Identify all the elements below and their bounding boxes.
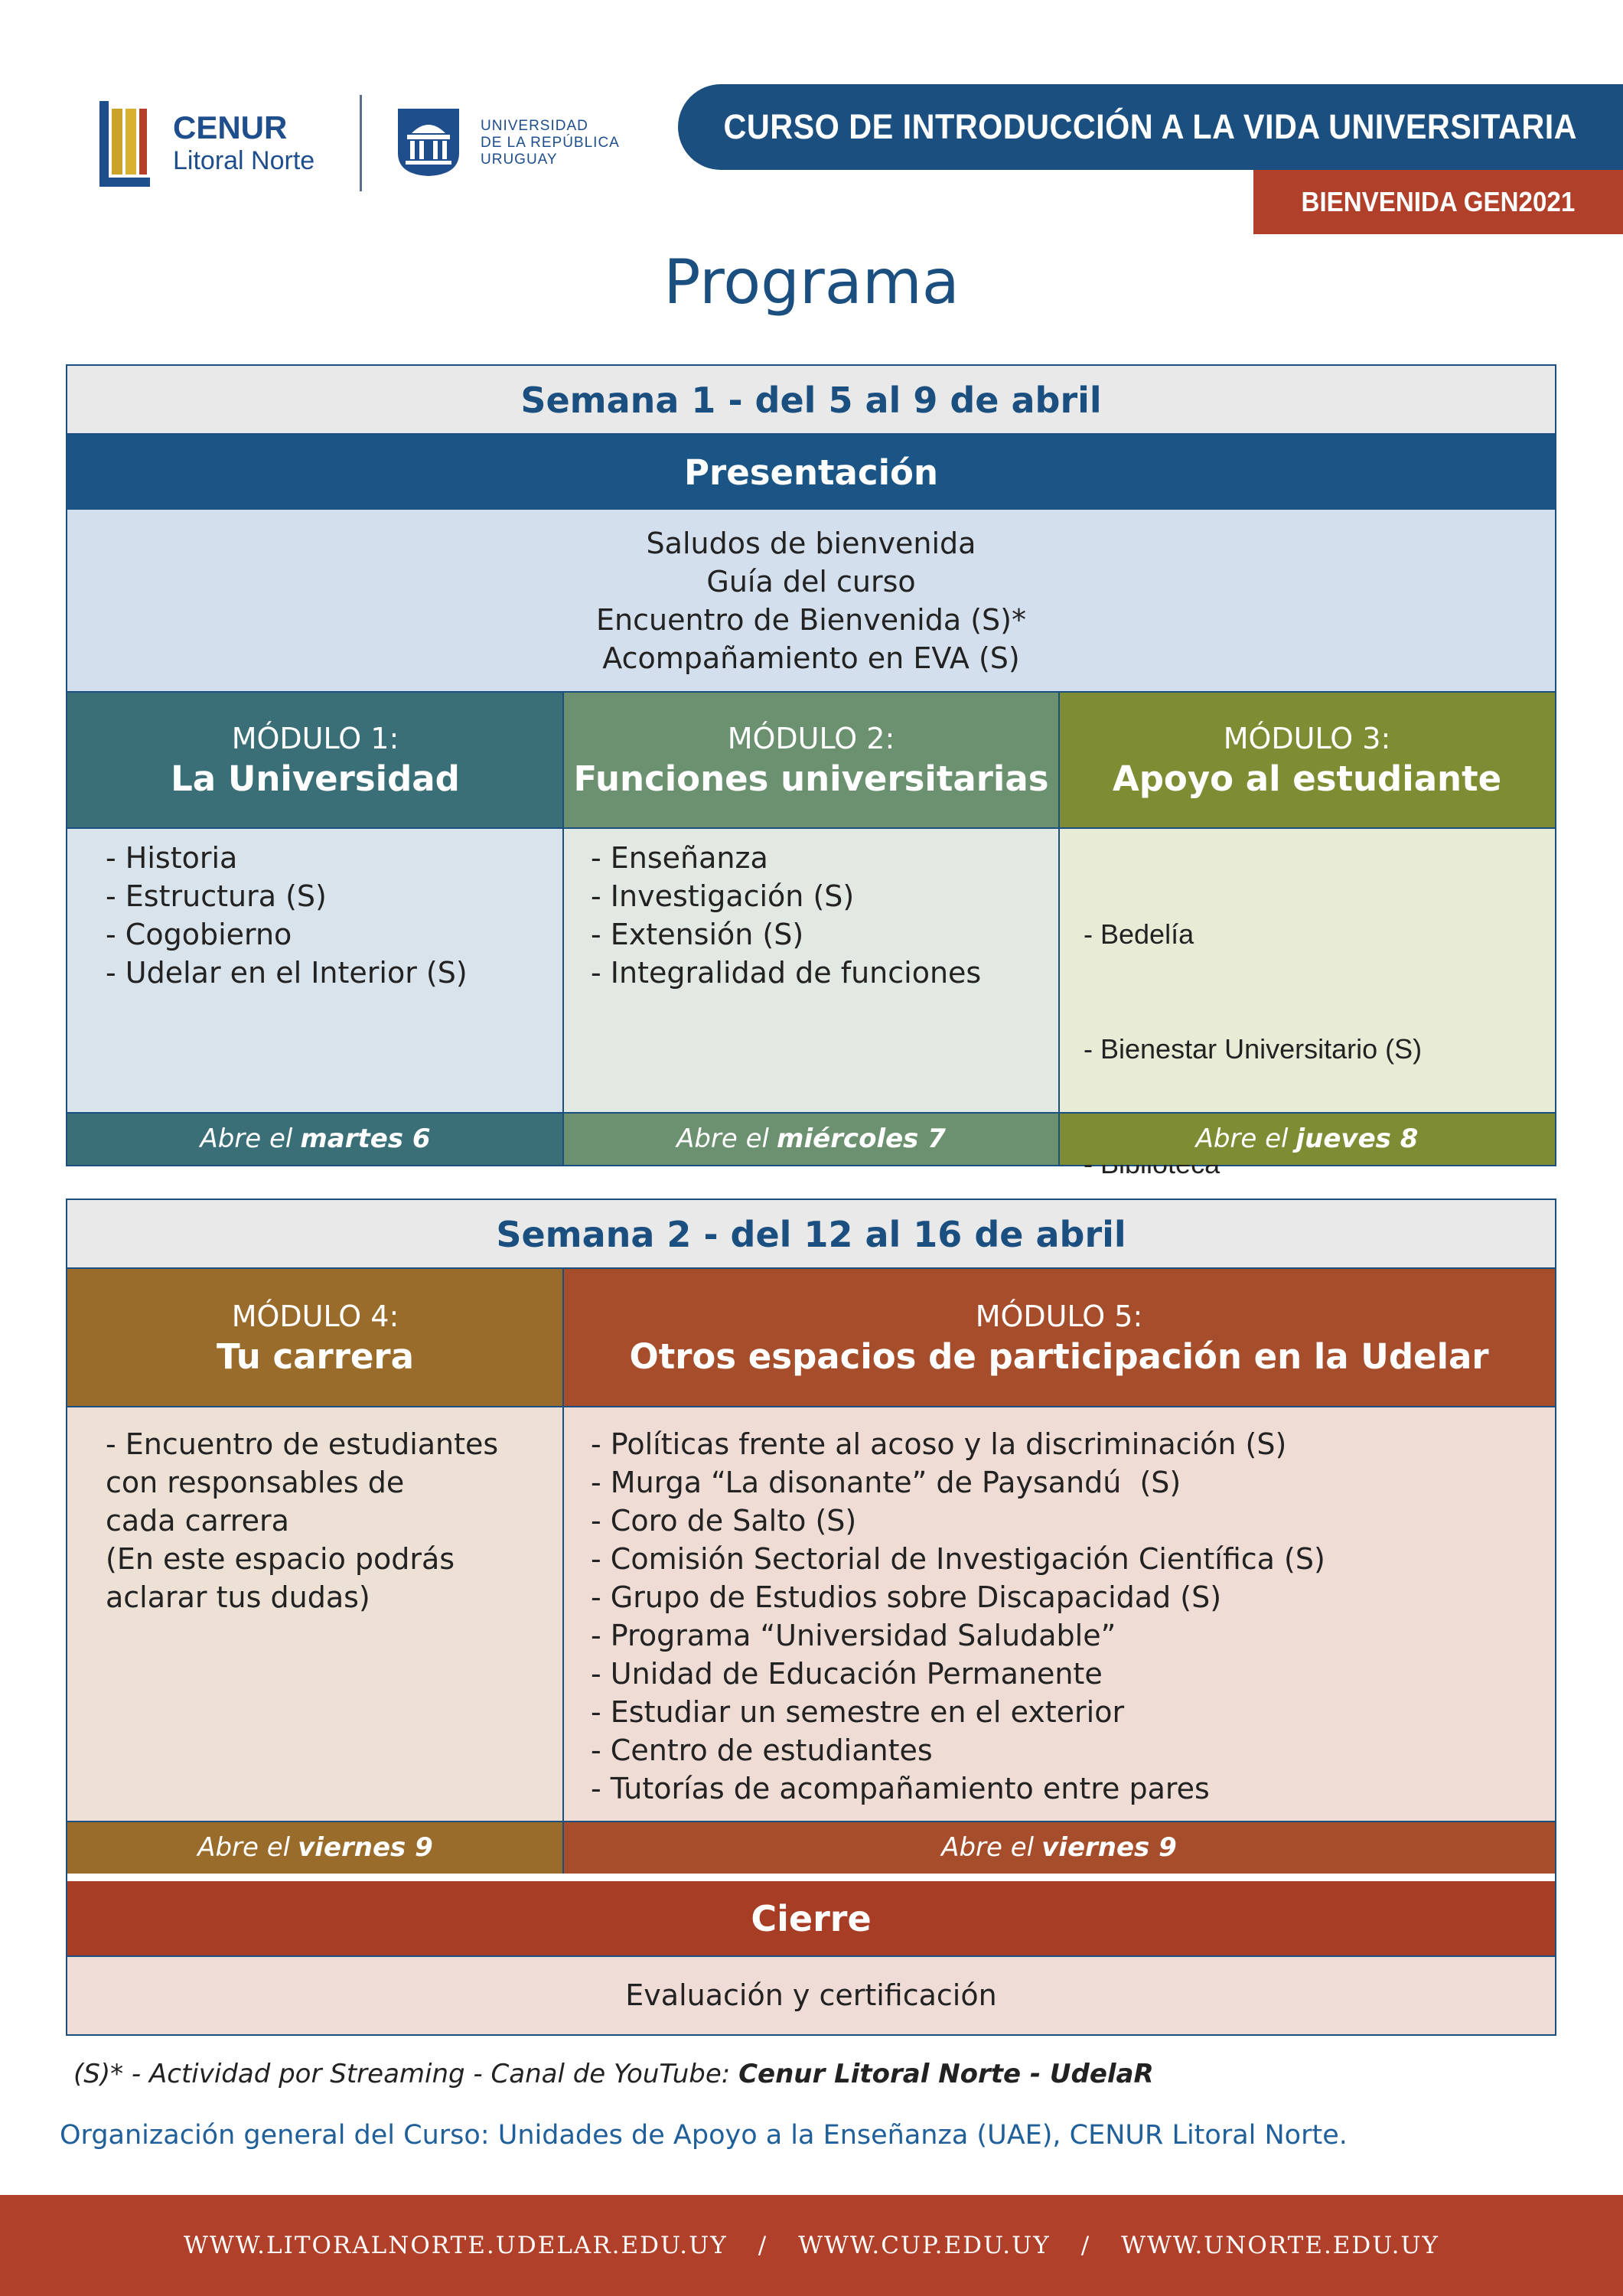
presentation-item: Guía del curso: [706, 565, 916, 598]
udelar-line-3: URUGUAY: [481, 152, 558, 168]
module-2-name: Funciones universitarias: [573, 758, 1049, 799]
closing-gap: [67, 1874, 1555, 1881]
closing-body: Evaluación y certificación: [67, 1956, 1555, 2034]
module-4-name: Tu carrera: [217, 1336, 414, 1377]
module-5-list: [563, 1407, 1555, 1821]
module-3-number: MÓDULO 3:: [1223, 722, 1391, 755]
list-item: - Estructura (S): [106, 879, 327, 913]
footer-separator: /: [758, 2232, 768, 2259]
page-title: Programa: [663, 246, 960, 318]
list-item: - Unidad de Educación Permanente: [591, 1657, 1103, 1691]
week-1-module-lists: [67, 828, 1555, 1113]
week-1-open-dates: [67, 1113, 1555, 1165]
open-date-prefix: Abre el: [197, 1832, 291, 1863]
open-date-day: jueves 8: [1295, 1124, 1419, 1154]
footer-bar: [0, 2195, 1623, 2296]
list-item: - Comisión Sectorial de Investigación Científica (S): [591, 1542, 1325, 1576]
list-item: - Bedelía: [1084, 918, 1194, 950]
open-date-day: viernes 9: [298, 1832, 433, 1863]
module-2-open-date: [563, 1113, 1059, 1165]
list-item: (En este espacio podrás: [106, 1542, 455, 1576]
module-5-name: Otros espacios de participación en la Udelar: [629, 1336, 1489, 1377]
list-item: aclarar tus dudas): [106, 1580, 370, 1614]
presentation-item: Acompañamiento en EVA (S): [602, 641, 1020, 675]
udelar-line-2: DE LA REPÚBLICA: [481, 135, 620, 151]
grid-line: [67, 1267, 1555, 1269]
module-4-open-date: [67, 1821, 563, 1874]
week-1-module-headers: [67, 692, 1555, 828]
list-item: - Integralidad de funciones: [591, 956, 982, 990]
grid-line: [67, 827, 1555, 829]
list-item: - Murga “La disonante” de Paysandú (S): [591, 1466, 1181, 1499]
module-3-header: [1059, 692, 1555, 828]
module-3-list: [1059, 828, 1555, 1113]
streaming-note: [73, 2059, 1154, 2089]
list-item: - Enseñanza: [591, 841, 768, 875]
module-2-list: [563, 828, 1059, 1113]
udelar-seal-icon: [396, 107, 461, 178]
module-2-header: [563, 692, 1059, 828]
course-title-banner: [678, 84, 1623, 170]
grid-line: [67, 1406, 1555, 1407]
footer-link-cup[interactable]: WWW.CUP.EDU.UY: [798, 2232, 1051, 2259]
cenur-logo: [99, 98, 352, 190]
grid-line: [67, 691, 1555, 693]
week-2-module-headers: [67, 1269, 1555, 1407]
list-item: - Estudiar un semestre en el exterior: [591, 1695, 1125, 1729]
list-item: - Extensión (S): [591, 918, 804, 951]
list-item: - Historia: [106, 841, 238, 875]
module-4-header: [67, 1269, 563, 1407]
grid-line: [67, 1955, 1555, 1957]
week-1-title: Semana 1 - del 5 al 9 de abril: [67, 366, 1555, 435]
presentation-item: Encuentro de Bienvenida (S)*: [596, 603, 1026, 637]
list-item: - Políticas frente al acoso y la discriminación (S): [591, 1427, 1287, 1461]
footer-separator: /: [1080, 2232, 1091, 2259]
list-item: - Grupo de Estudios sobre Discapacidad (S): [591, 1580, 1222, 1614]
list-item: - Udelar en el Interior (S): [106, 956, 468, 990]
list-item: - Centro de estudiantes: [591, 1733, 933, 1767]
list-item: - Bienestar Universitario (S): [1084, 1033, 1423, 1065]
module-1-open-date: [67, 1113, 563, 1165]
presentation-list: [67, 510, 1555, 692]
streaming-note-text: (S)* - Actividad por Streaming - Canal de YouTube:: [73, 2059, 739, 2089]
module-5-number: MÓDULO 5:: [975, 1300, 1143, 1333]
youtube-channel-name: Cenur Litoral Norte - UdelaR: [738, 2059, 1154, 2089]
header-divider: [360, 95, 362, 191]
open-date-prefix: Abre el: [200, 1124, 293, 1154]
welcome-badge: [1253, 170, 1623, 234]
module-2-number: MÓDULO 2:: [727, 722, 895, 755]
open-date-prefix: Abre el: [941, 1832, 1035, 1863]
cenur-logo-title: CENUR: [173, 109, 288, 145]
presentation-item: Saludos de bienvenida: [646, 527, 976, 560]
udelar-line-1: UNIVERSIDAD: [481, 118, 588, 134]
organization-note: Organización general del Curso: Unidades de Apoyo a la Enseñanza (UAE), CENUR Litoral Norte.: [60, 2120, 1348, 2151]
list-item: - Encuentro de estudiantes: [106, 1427, 499, 1461]
footer-link-litoralnorte[interactable]: WWW.LITORALNORTE.UDELAR.EDU.UY: [183, 2232, 728, 2259]
presentation-title: Presentación: [67, 435, 1555, 510]
course-title: CURSO DE INTRODUCCIÓN A LA VIDA UNIVERSITARIA: [723, 107, 1578, 146]
module-3-open-date: [1059, 1113, 1555, 1165]
list-item: cada carrera: [106, 1504, 289, 1538]
list-item: - Programa “Universidad Saludable”: [591, 1619, 1116, 1652]
grid-line: [562, 1269, 564, 1874]
list-item: - Tutorías de acompañamiento entre pares: [591, 1772, 1210, 1805]
grid-line: [1058, 692, 1060, 1165]
footer-link-unorte[interactable]: WWW.UNORTE.EDU.UY: [1121, 2232, 1440, 2259]
week-2-open-dates: [67, 1821, 1555, 1874]
module-1-list: [67, 828, 563, 1113]
grid-line: [562, 692, 564, 1165]
module-1-number: MÓDULO 1:: [231, 722, 399, 755]
module-1-name: La Universidad: [171, 758, 460, 799]
cenur-logo-subtitle: Litoral Norte: [173, 146, 315, 175]
closing-title: Cierre: [67, 1881, 1555, 1956]
module-3-name: Apoyo al estudiante: [1112, 758, 1502, 799]
grid-line: [67, 1112, 1555, 1114]
open-date-prefix: Abre el: [676, 1124, 770, 1154]
open-date-day: martes 6: [300, 1124, 431, 1154]
grid-line: [67, 1821, 1555, 1822]
week-2-table: [66, 1199, 1556, 2036]
udelar-logo: [396, 107, 649, 184]
cenur-logo-icon: [99, 101, 150, 187]
open-date-day: viernes 9: [1041, 1832, 1177, 1863]
week-1-table: [66, 364, 1556, 1166]
open-date-day: miércoles 7: [777, 1124, 946, 1154]
list-item: - Investigación (S): [591, 879, 855, 913]
module-5-open-date: [563, 1821, 1555, 1874]
week-2-title: Semana 2 - del 12 al 16 de abril: [67, 1200, 1555, 1269]
module-5-header: [563, 1269, 1555, 1407]
module-4-list: [67, 1407, 563, 1821]
list-item: con responsables de: [106, 1466, 405, 1499]
list-item: - Cogobierno: [106, 918, 292, 951]
grid-line: [67, 433, 1555, 435]
list-item: - Coro de Salto (S): [591, 1504, 857, 1538]
welcome-badge-label: BIENVENIDA GEN2021: [1301, 186, 1576, 217]
module-1-header: [67, 692, 563, 828]
week-2-module-lists: [67, 1407, 1555, 1821]
module-4-number: MÓDULO 4:: [231, 1300, 399, 1333]
open-date-prefix: Abre el: [1195, 1124, 1289, 1154]
